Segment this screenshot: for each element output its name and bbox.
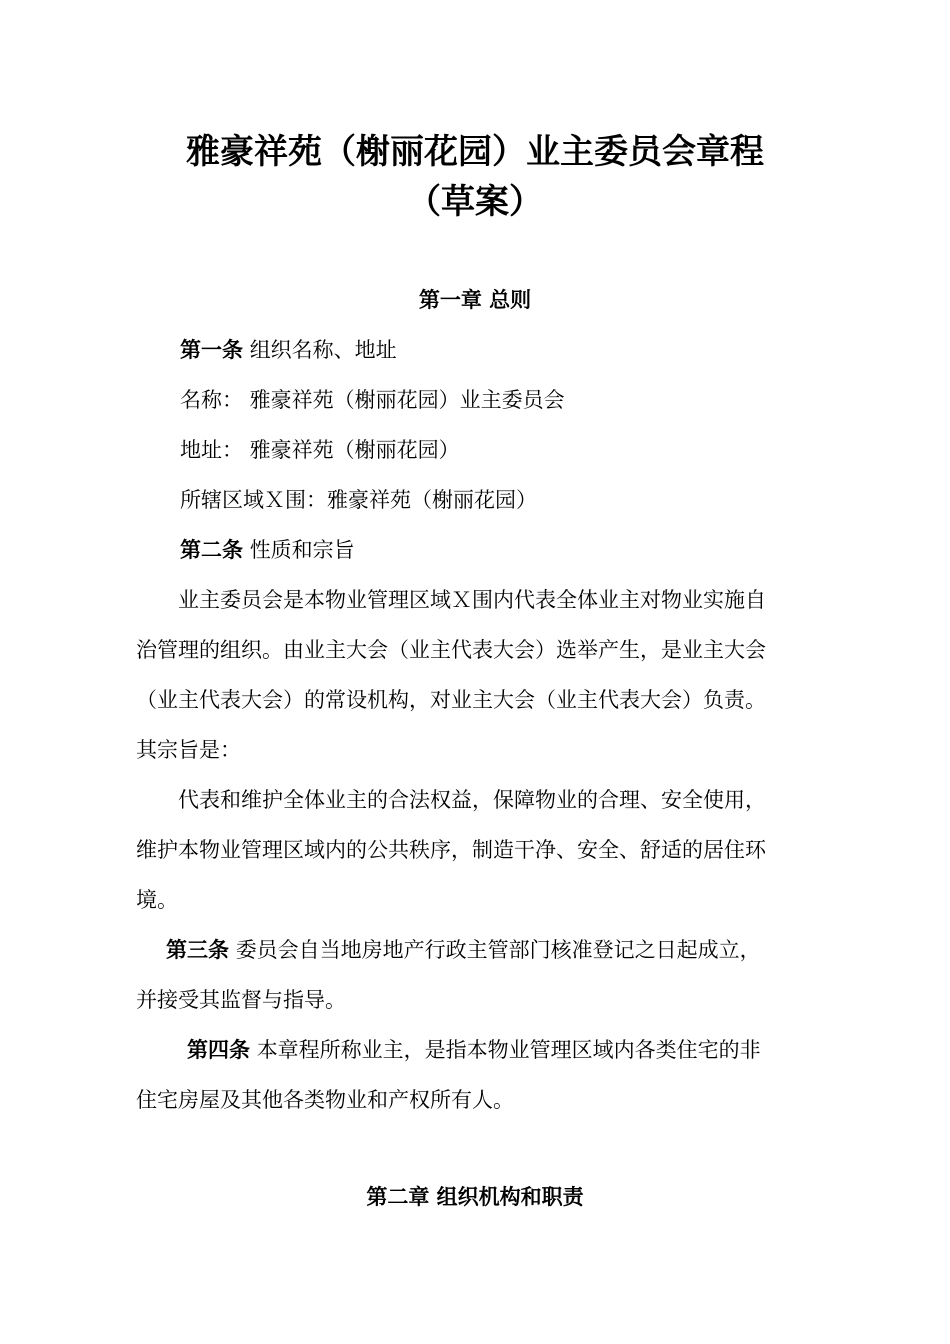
article-1-scope-line: 所辖区域Ｘ围：雅豪祥苑（榭丽花园） [180,488,537,512]
article-4-line-2: 住宅房屋及其他各类物业和产权所有人。 [136,1088,514,1112]
article-2-para-1-line-2: 治管理的组织。由业主大会（业主代表大会）选举产生，是业主大会 [136,638,766,662]
article-2-heading [180,535,355,565]
article-3-label: 第三条 [166,938,229,962]
article-2-para-1-line-4: 其宗旨是： [136,738,241,762]
document-title-line-2: （草案） [407,182,543,222]
article-2-para-1-line-3: （业主代表大会）的常设机构，对业主大会（业主代表大会）负责。 [136,688,766,712]
chapter-1-heading: 第一章 总则 [418,288,532,312]
article-2-para-1-line-1: 业主委员会是本物业管理区域Ｘ围内代表全体业主对物业实施自 [178,588,766,612]
article-1-address-line: 地址： 雅豪祥苑（榭丽花园） [180,438,460,462]
article-2-label: 第二条 [180,538,243,562]
article-1-title: 组织名称、地址 [249,338,397,362]
article-4-label: 第四条 [187,1038,250,1062]
article-3-text-1: 委员会自当地房地产行政主管部门核准登记之日起成立， [235,938,761,962]
article-2-para-2-line-3: 境。 [136,888,178,912]
article-3-line-2: 并接受其监督与指导。 [136,988,346,1012]
article-2-para-2-line-2: 维护本物业管理区域内的公共秩序，制造干净、安全、舒适的居住环 [136,838,766,862]
article-1-heading [180,335,397,365]
article-4-line-1 [187,1035,761,1065]
article-3-line-1 [166,935,761,965]
article-1-name-line: 名称： 雅豪祥苑（榭丽花园）业主委员会 [180,388,565,412]
chapter-2-heading: 第二章 组织机构和职责 [366,1185,584,1209]
article-4-text-1: 本章程所称业主，是指本物业管理区域内各类住宅的非 [256,1038,761,1062]
article-2-para-2-line-1: 代表和维护全体业主的合法权益，保障物业的合理、安全使用， [178,788,766,812]
document-title-line-1: 雅豪祥苑（榭丽花园）业主委员会章程 [186,132,764,172]
article-1-label: 第一条 [180,338,243,362]
article-2-title: 性质和宗旨 [249,538,355,562]
